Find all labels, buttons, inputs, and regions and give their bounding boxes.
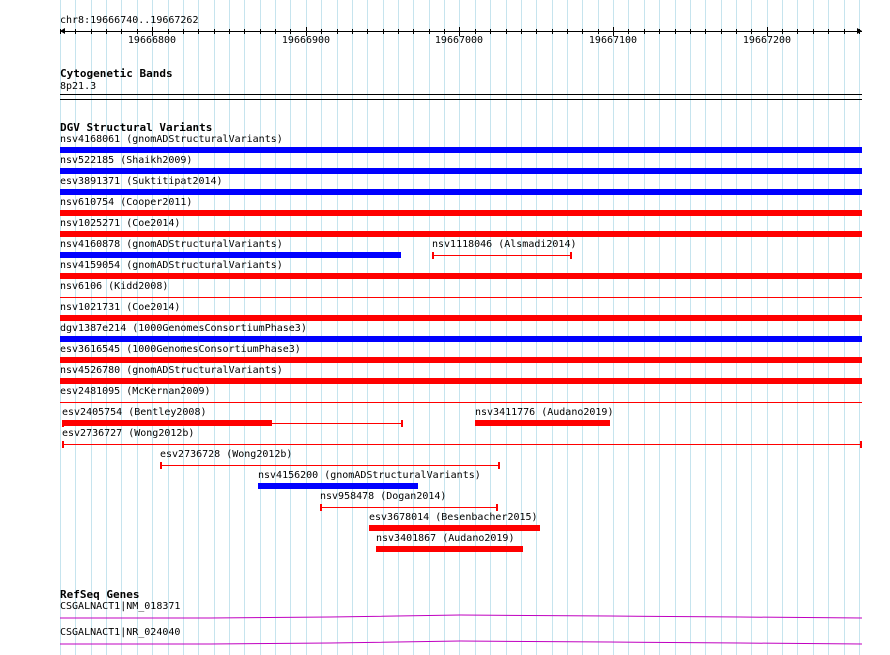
variant-end-cap [496,504,498,511]
variant-label: esv2736728 (Wong2012b) [160,449,293,460]
structural-variant-feature[interactable] [0,491,890,512]
ruler-tick-label: 19667100 [588,35,638,46]
cytoband-label[interactable]: 8p21.3 [60,81,97,92]
gene-structure [0,627,890,653]
variant-end-cap [570,252,572,259]
ruler-minor-tick [321,29,322,34]
ruler-minor-tick [552,29,553,34]
gene-label: CSGALNACT1|NM_018371 [60,601,181,612]
variant-thin-line [320,507,497,508]
variant-bar [376,546,523,552]
variant-label: nsv1025271 (Coe2014) [60,218,181,229]
ruler-minor-tick [383,29,384,34]
structural-variant-feature[interactable] [0,218,890,239]
structural-variant-feature[interactable] [0,239,890,260]
variant-bar [60,189,862,195]
variant-bar [258,483,418,489]
ruler-minor-tick [137,29,138,34]
variant-thin-line [60,297,862,298]
variant-bar [369,525,540,531]
structural-variant-feature[interactable] [0,449,890,470]
variant-label: nsv3411776 (Audano2019) [475,407,614,418]
ruler-line [60,31,862,32]
refseq-track-title: RefSeq Genes [60,588,140,601]
variant-bar [60,357,862,363]
gene-feature[interactable] [0,627,890,653]
gene-label: CSGALNACT1|NR_024040 [60,627,181,638]
gene-structure [0,601,890,627]
ruler-tick-label: 19666900 [281,35,331,46]
variant-label: esv3678014 (Besenbacher2015) [369,512,538,523]
structural-variant-feature[interactable] [0,407,890,428]
gene-line [60,641,862,644]
ruler-minor-tick [168,29,169,34]
ruler-minor-tick [183,29,184,34]
structural-variant-feature[interactable] [0,302,890,323]
ruler-minor-tick [859,29,860,34]
variant-label: nsv4156200 (gnomADStructuralVariants) [258,470,481,481]
structural-variant-feature[interactable] [0,428,890,449]
variant-label: nsv610754 (Cooper2011) [60,197,193,208]
gene-feature[interactable] [0,601,890,627]
variant-bar [60,231,862,237]
ruler-tick-label: 19667000 [434,35,484,46]
variant-bar [60,273,862,279]
variant-label: nsv4168061 (gnomADStructuralVariants) [60,134,283,145]
ruler-minor-tick [690,29,691,34]
ruler-minor-tick [352,29,353,34]
structural-variant-feature[interactable] [0,386,890,407]
variant-label: esv3616545 (1000GenomesConsortiumPhase3) [60,344,301,355]
variant-bar [60,147,862,153]
variant-label: nsv958478 (Dogan2014) [320,491,447,502]
ruler-minor-tick [828,29,829,34]
variant-label: nsv3401867 (Audano2019) [376,533,515,544]
variant-thin-line [160,465,498,466]
structural-variant-feature[interactable] [0,281,890,302]
ruler-minor-tick [705,29,706,34]
variant-label: esv2736727 (Wong2012b) [62,428,195,439]
structural-variant-feature[interactable] [0,323,890,344]
variant-label: nsv6106 (Kidd2008) [60,281,169,292]
ruler-tick-label: 19666800 [127,35,177,46]
structural-variant-feature[interactable] [0,470,890,491]
ruler-minor-tick [675,29,676,34]
structural-variant-feature[interactable] [0,134,890,155]
variant-bar [60,168,862,174]
ruler-minor-tick [536,29,537,34]
ruler-minor-tick [475,29,476,34]
ruler-minor-tick [721,29,722,34]
variant-end-cap [62,441,64,448]
variant-end-cap [320,504,322,511]
ruler-minor-tick [229,29,230,34]
ruler-minor-tick [567,29,568,34]
dgv-track-title: DGV Structural Variants [60,121,213,134]
ruler-minor-tick [782,29,783,34]
variant-label: esv2405754 (Bentley2008) [62,407,207,418]
ruler-minor-tick [367,29,368,34]
ruler-minor-tick [628,29,629,34]
variant-label: nsv4160878 (gnomADStructuralVariants) [60,239,283,250]
variant-label: nsv4159054 (gnomADStructuralVariants) [60,260,283,271]
variant-label: nsv4526780 (gnomADStructuralVariants) [60,365,283,376]
variant-bar [60,210,862,216]
variant-label: esv2481095 (McKernan2009) [60,386,211,397]
ruler-minor-tick [813,29,814,34]
ruler-minor-tick [106,29,107,34]
ruler-minor-tick [644,29,645,34]
ruler-minor-tick [582,29,583,34]
ruler-minor-tick [598,29,599,34]
structural-variant-feature[interactable] [0,344,890,365]
structural-variant-feature[interactable] [0,365,890,386]
variant-end-cap [160,462,162,469]
structural-variant-feature[interactable] [0,176,890,197]
variant-end-cap [432,252,434,259]
ruler-minor-tick [260,29,261,34]
cytoband-line-bottom [60,99,862,100]
ruler-minor-tick [736,29,737,34]
variant-label: esv3891371 (Suktitipat2014) [60,176,223,187]
gene-line [60,615,862,618]
variant-bar [60,336,862,342]
variant-thin-line [60,402,862,403]
structural-variant-feature[interactable] [0,155,890,176]
variant-end-cap [498,462,500,469]
structural-variant-feature[interactable] [0,260,890,281]
ruler-minor-tick [214,29,215,34]
ruler-minor-tick [844,29,845,34]
variant-label: nsv522185 (Shaikh2009) [60,155,193,166]
variant-label: nsv1021731 (Coe2014) [60,302,181,313]
structural-variant-feature[interactable] [0,197,890,218]
ruler-minor-tick [337,29,338,34]
ruler-minor-tick [60,29,61,34]
ruler-minor-tick [521,29,522,34]
ruler-minor-tick [751,29,752,34]
ruler-minor-tick [429,29,430,34]
ruler-minor-tick [121,29,122,34]
variant-bar [60,378,862,384]
ruler-minor-tick [659,29,660,34]
ruler-minor-tick [398,29,399,34]
ruler-minor-tick [198,29,199,34]
structural-variant-feature[interactable] [0,533,890,554]
ruler-minor-tick [490,29,491,34]
location-label: chr8:19666740..19667262 [60,15,199,26]
variant-bar [475,420,610,426]
variant-thin-line [432,255,570,256]
ruler-minor-tick [506,29,507,34]
ruler-minor-tick [797,29,798,34]
cytoband-track-title: Cytogenetic Bands [60,67,173,80]
ruler-tick-label: 19667200 [742,35,792,46]
variant-label: nsv1118046 (Alsmadi2014) [432,239,577,250]
ruler-minor-tick [275,29,276,34]
ruler-minor-tick [244,29,245,34]
ruler-minor-tick [91,29,92,34]
ruler-minor-tick [290,29,291,34]
ruler-minor-tick [413,29,414,34]
variant-end-cap [860,441,862,448]
ruler-minor-tick [444,29,445,34]
structural-variant-feature[interactable] [0,512,890,533]
ruler-minor-tick [75,29,76,34]
cytoband-line-top [60,94,862,95]
variant-bar [60,315,862,321]
variant-thin-line [62,444,861,445]
variant-label: dgv1387e214 (1000GenomesConsortiumPhase3) [60,323,307,334]
